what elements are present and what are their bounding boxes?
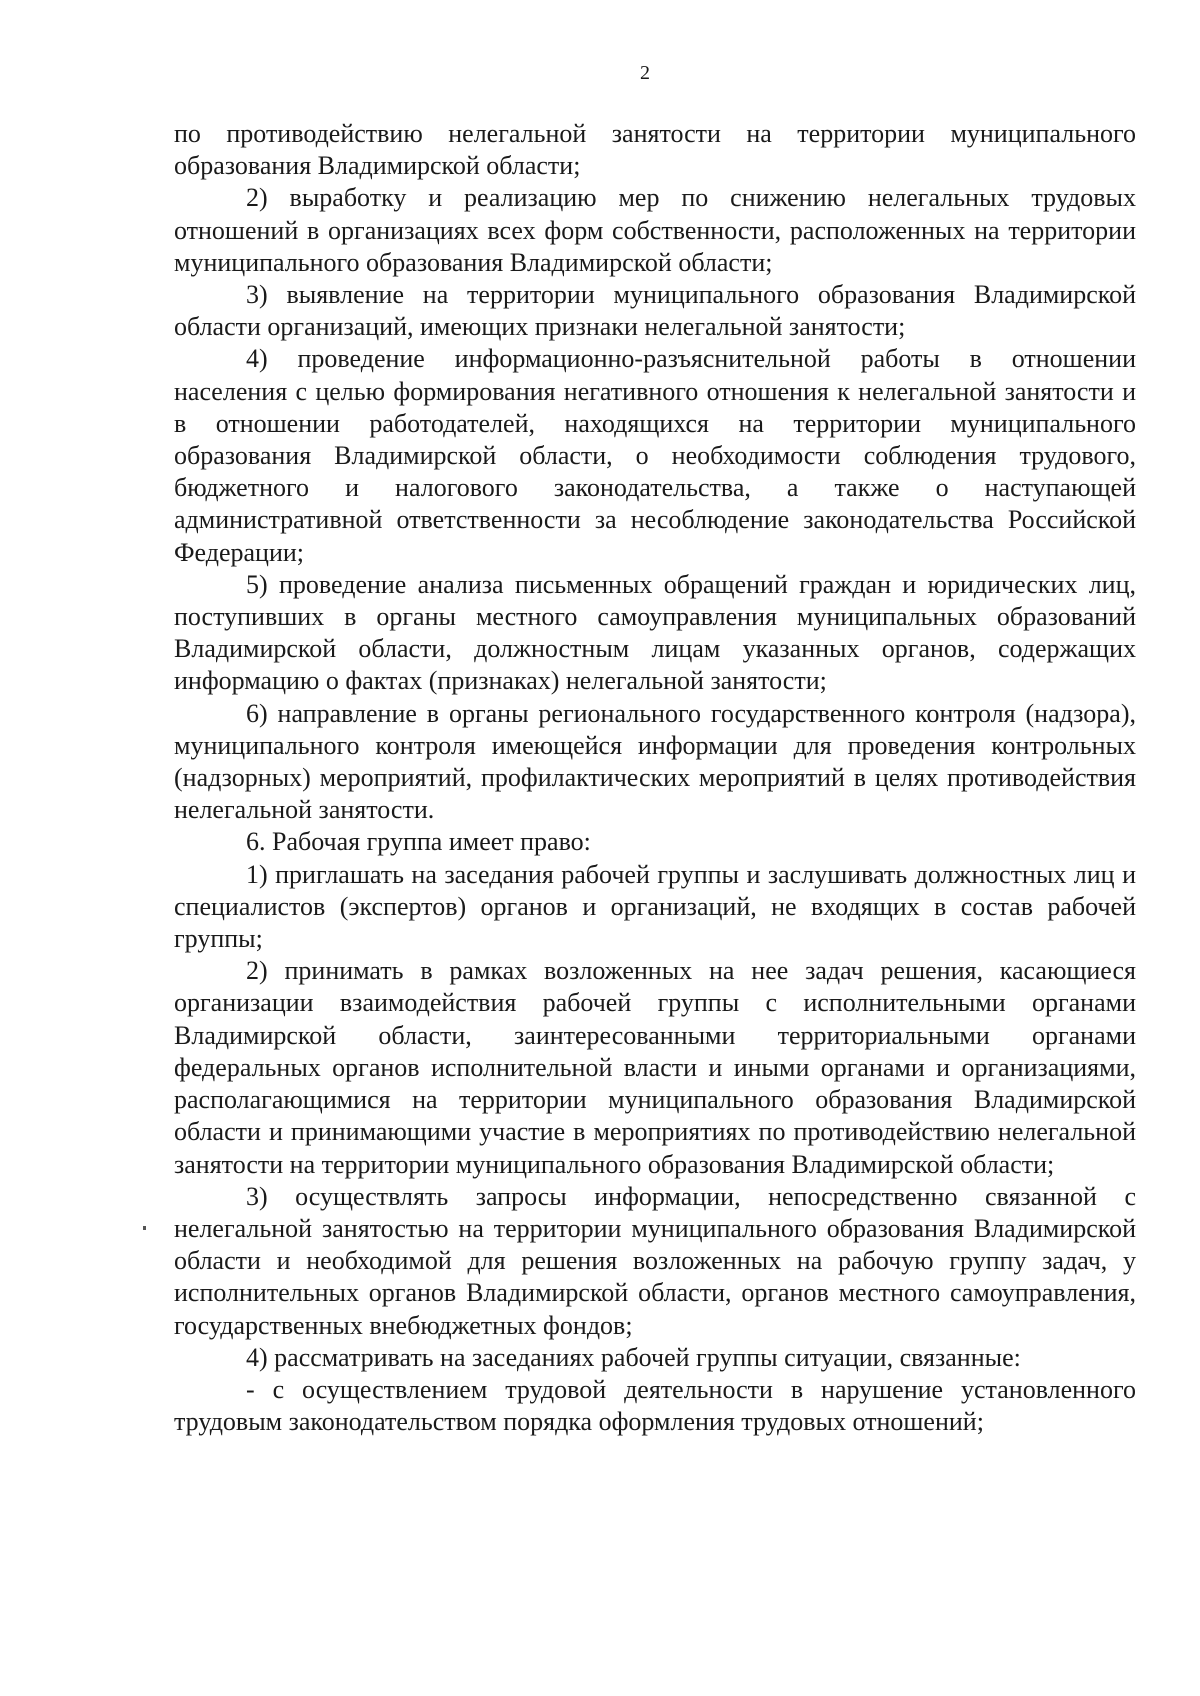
paragraph-item-4: 4) проведение информационно-разъяснительной работы в отношении населения с целью формирования негативного отношения к нелегальной занятости и в отношении работодателей, находящихся на территории муниципального образования Владимирской области, о необходимости соблюдения трудового, бюджетного и налогового законодательства, а также о наступающей административной ответственности за несоблюдение законодательства Российской Федерации; [174, 344, 1136, 567]
paragraph-item-2: 2) выработку и реализацию мер по снижению нелегальных трудовых отношений в организациях всех форм собственности, расположенных на территории муниципального образования Владимирской области; [174, 183, 1136, 277]
paragraph-subitem-dash: - с осуществлением трудовой деятельности в нарушение установленного трудовым законодательством порядка оформления трудовых отношений; [174, 1374, 1136, 1437]
paragraph-item-5: 5) проведение анализа письменных обращений граждан и юридических лиц, поступивших в органы местного самоуправления муниципальных образований Владимирской области, должностным лицам указанных органов, содержащих информацию о фактах (признаках) нелегальной занятости; [174, 569, 1136, 696]
paragraph-continuation: по противодействию нелегальной занятости на территории муниципального образования Владимирской области; [174, 119, 1136, 181]
paragraph-item-6: 6) направление в органы регионального государственного контроля (надзора), муниципального контроля имеющейся информации для проведения контрольных (надзорных) мероприятий, профилактических мероприятий в целях противодействия нелегальной занятости. [174, 698, 1136, 825]
paragraph-right-3: 3) осуществлять запросы информации, непосредственно связанной с нелегальной занятостью на территории муниципального образования Владимирской области и необходимой для решения возложенных на рабочую группу задач, у исполнительных органов Владимирской области, органов местного самоуправления, государственных внебюджетных фондов; [174, 1181, 1136, 1340]
page-number: 2 [640, 62, 650, 84]
paragraph-right-2: 2) принимать в рамках возложенных на нее задач решения, касающиеся организации взаимодействия рабочей группы с исполнительными органами Владимирской области, заинтересованными территориальными органами федеральных органов исполнительной власти и иными органами и организациями, располагающимися на территории муниципального образования Владимирской области и принимающими участие в мероприятиях по противодействию нелегальной занятости на территории муниципального образования Владимирской области; [174, 956, 1136, 1179]
paragraph-item-3: 3) выявление на территории муниципального образования Владимирской области организаций, имеющих признаки нелегальной занятости; [174, 280, 1136, 342]
paragraph-right-4: 4) рассматривать на заседаниях рабочей группы ситуации, связанные: [246, 1342, 1021, 1372]
paragraph-right-1: 1) приглашать на заседания рабочей группы и заслушивать должностных лиц и специалистов (экспертов) органов и организаций, не входящих в состав рабочей группы; [174, 859, 1136, 954]
document-body [174, 118, 1136, 1438]
section-heading-6: 6. Рабочая группа имеет право: [246, 827, 591, 857]
scan-speck [143, 1226, 146, 1230]
